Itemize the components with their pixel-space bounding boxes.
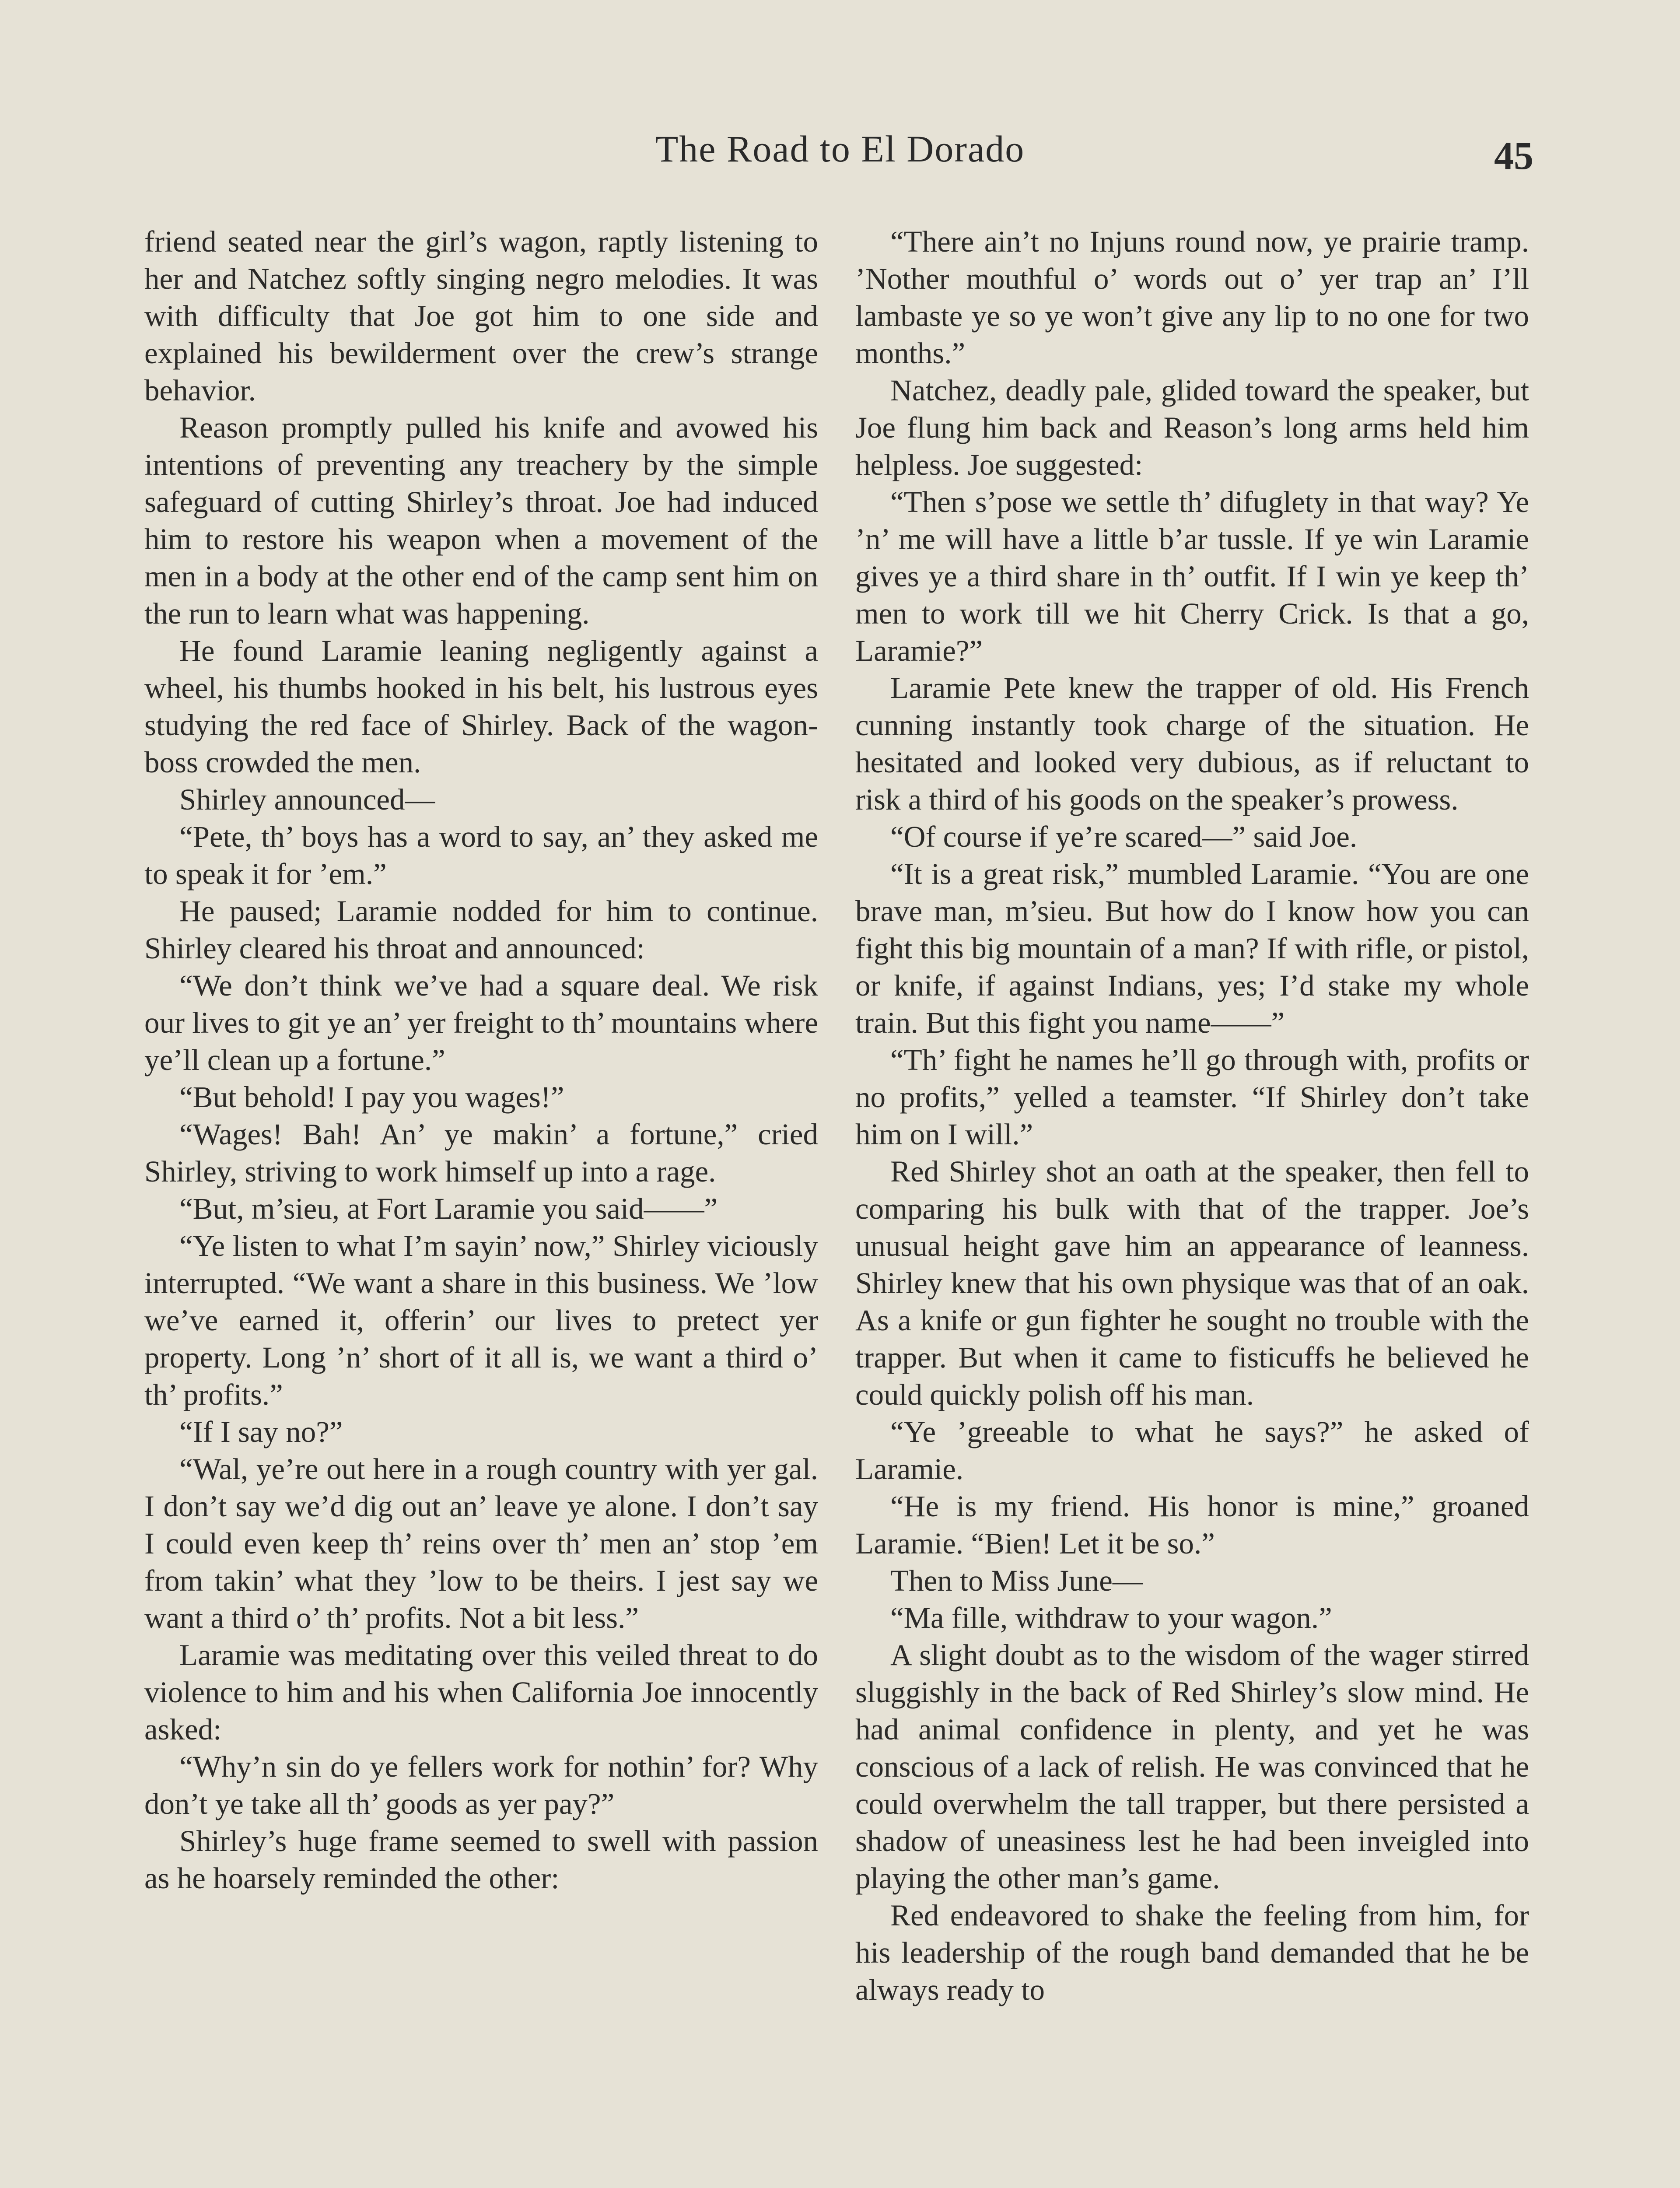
paragraph: “Ma fille, withdraw to your wagon.” [890, 1601, 1332, 1634]
paragraph: He found Laramie leaning negligently against a wheel, his thumbs hooked in his belt, his lustrous eyes studying the red face of Shirley. Back of the wagon-boss crowded the men. [144, 634, 818, 779]
paragraph: “We don’t think we’ve had a square deal. We risk our lives to git ye an’ yer freight to th’ mountains where ye’ll clean up a fortune.” [144, 969, 818, 1076]
left-column [144, 223, 818, 2188]
paragraph: Red endeavored to shake the feeling from him, for his leadership of the rough band demanded that he be always ready to [855, 1899, 1529, 2006]
paragraph: “Wages! Bah! An’ ye makin’ a fortune,” cried Shirley, striving to work himself up into a rage. [144, 1118, 818, 1188]
paragraph: Red Shirley shot an oath at the speaker, then fell to comparing his bulk with that of the trapper. Joe’s unusual height gave him an appearance of leanness. Shirley knew that his own physique was that of an oak. As a knife or gun fighter he sought no trouble with the trapper. But when it came to fisticuffs he believed he could quickly polish off his man. [855, 1155, 1529, 1411]
paragraph: Laramie was meditating over this veiled threat to do violence to him and his when California Joe innocently asked: [144, 1638, 818, 1746]
paragraph: “If I say no?” [179, 1415, 343, 1448]
paragraph: “Of course if ye’re scared—” said Joe. [890, 820, 1358, 853]
paragraph: A slight doubt as to the wisdom of the wager stirred sluggishly in the back of Red Shirley’s slow mind. He had animal confidence in plenty, and yet he was conscious of a lack of relish. He was convinced that he could overwhelm the tall trapper, but there persisted a shadow of uneasiness lest he had been inveigled into playing the other man’s game. [855, 1638, 1529, 1895]
paragraph: “Ye listen to what I’m sayin’ now,” Shirley viciously interrupted. “We want a share in this business. We ’low we’ve earned it, offerin’ our lives to pretect yer property. Long ’n’ short of it all is, we want a third o’ th’ profits.” [144, 1229, 818, 1411]
paragraph: “Why’n sin do ye fellers work for nothin’ for? Why don’t ye take all th’ goods as yer pay?” [144, 1750, 818, 1820]
paragraph: Laramie Pete knew the trapper of old. His French cunning instantly took charge of the situation. He hesitated and looked very dubious, as if reluctant to risk a third of his goods on the speaker’s prowess. [855, 671, 1529, 816]
paragraph: “Ye ’greeable to what he says?” he asked of Laramie. [855, 1415, 1529, 1486]
right-column [855, 223, 1529, 2188]
paragraph: “There ain’t no Injuns round now, ye prairie tramp. ’Nother mouthful o’ words out o’ yer trap an’ I’ll lambaste ye so ye won’t give any lip to no one for two months.” [855, 225, 1529, 370]
paragraph: Reason promptly pulled his knife and avowed his intentions of preventing any treachery by the simple safeguard of cutting Shirley’s throat. Joe had induced him to restore his weapon when a movement of the men in a body at the other end of the camp sent him on the run to learn what was happening. [144, 411, 818, 630]
running-title: The Road to El Dorado [655, 128, 1025, 170]
paragraph: Shirley’s huge frame seemed to swell with passion as he hoarsely reminded the other: [144, 1824, 818, 1895]
page-number: 45 [1494, 134, 1533, 178]
paragraph: Then to Miss June— [890, 1564, 1143, 1597]
paragraph: “Then s’pose we settle th’ difuglety in that way? Ye ’n’ me will have a little b’ar tussle. If ye win Laramie gives ye a third share in th’ outfit. If I win ye keep th’ men to work till we hit Cherry Crick. Is that a go, Laramie?” [855, 485, 1529, 667]
paragraph: “Th’ fight he names he’ll go through with, profits or no profits,” yelled a teamster. “If Shirley don’t take him on I will.” [855, 1043, 1529, 1151]
paragraph: “It is a great risk,” mumbled Laramie. “You are one brave man, m’sieu. But how do I know how you can fight this big mountain of a man? If with rifle, or pistol, or knife, if against Indians, yes; I’d stake my whole train. But this fight you name——” [855, 857, 1529, 1039]
paragraph: “But, m’sieu, at Fort Laramie you said——” [179, 1192, 718, 1225]
paragraph: Shirley announced— [179, 783, 435, 816]
paragraph: friend seated near the girl’s wagon, raptly listening to her and Natchez softly singing negro melodies. It was with difficulty that Joe got him to one side and explained his bewilderment over the crew’s strange behavior. [144, 225, 818, 407]
paragraph: “Pete, th’ boys has a word to say, an’ they asked me to speak it for ’em.” [144, 820, 818, 891]
paragraph: Natchez, deadly pale, glided toward the speaker, but Joe flung him back and Reason’s long arms held him helpless. Joe suggested: [855, 374, 1529, 481]
paragraph: “But behold! I pay you wages!” [179, 1080, 564, 1114]
paragraph: “Wal, ye’re out here in a rough country with yer gal. I don’t say we’d dig out an’ leave ye alone. I don’t say I could even keep th’ reins over th’ men an’ stop ’em from takin’ what they ’low to be theirs. I jest say we want a third o’ th’ profits. Not a bit less.” [144, 1452, 818, 1634]
paragraph: “He is my friend. His honor is mine,” groaned Laramie. “Bien! Let it be so.” [855, 1490, 1529, 1560]
paragraph: He paused; Laramie nodded for him to continue. Shirley cleared his throat and announced: [144, 894, 818, 965]
